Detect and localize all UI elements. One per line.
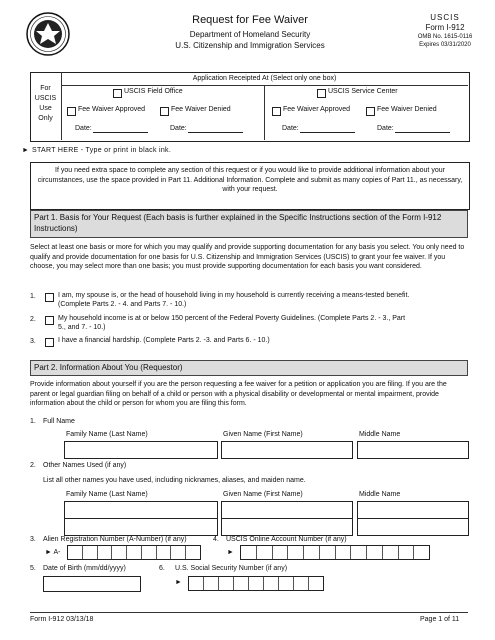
family-name-label: Family Name (Last Name): [66, 431, 148, 438]
basis1-note: (Complete Parts 2. - 4. and Parts 7. - 10.): [58, 301, 187, 308]
sc-approved-date-label: Date:: [282, 125, 299, 132]
q5-label: Date of Birth (mm/dd/yyyy): [43, 565, 126, 572]
sc-approved-date-field[interactable]: [300, 124, 355, 133]
q2-sublabel: List all other names you have used, including nicknames, aliases, and maiden name.: [43, 477, 306, 484]
given-name-input[interactable]: [221, 441, 353, 459]
q6-label: U.S. Social Security Number (if any): [175, 565, 288, 572]
field-office-checkbox[interactable]: [113, 89, 122, 98]
extra-space-notice: If you need extra space to complete any section of this request or if you would like to provide additional information about your circumstances, use the space provided in Part 11. Additional Information. Complete and submit as many copies of Part 11., as necessary, with your request.: [30, 162, 470, 210]
service-center-checkbox[interactable]: [317, 89, 326, 98]
online-account-input[interactable]: [240, 545, 430, 560]
q3-label: Alien Registration Number (A-Number) (if any): [43, 536, 187, 543]
ssn-input[interactable]: [188, 576, 324, 591]
office-use-side-label: For USCIS Use Only: [34, 85, 57, 122]
online-account-arrow: ►: [227, 549, 234, 556]
basis2-text: My household income is at or below 150 percent of the Federal Poverty Guidelines. (Complete Parts 2. - 3., Part: [58, 315, 406, 322]
start-here-instruction: START HERE - Type or print in black ink.: [32, 147, 172, 154]
q1-number: 1.: [30, 418, 36, 425]
fo-denied-date-field[interactable]: [188, 124, 243, 133]
other-given-name-label: Given Name (First Name): [223, 491, 303, 498]
basis2-checkbox[interactable]: [45, 316, 54, 325]
basis3-number: 3.: [30, 338, 36, 345]
a-number-prefix: ► A-: [45, 549, 61, 556]
middle-name-input[interactable]: [357, 441, 469, 459]
agency-name: U.S. Citizenship and Immigration Services: [175, 41, 325, 50]
basis1-text: I am, my spouse is, or the head of household living in my household is currently receiving a means-tested benefit.: [58, 292, 410, 299]
other-given-name-input-1[interactable]: [221, 501, 353, 519]
q4-number: 4.: [213, 536, 219, 543]
basis1-checkbox[interactable]: [45, 293, 54, 302]
dhs-seal: [26, 12, 70, 56]
expiration-date: Expires 03/31/2020: [419, 42, 471, 48]
agency-abbr: USCIS: [430, 13, 460, 22]
other-middle-name-input-1[interactable]: [357, 501, 469, 519]
other-family-name-label: Family Name (Last Name): [66, 491, 148, 498]
other-family-name-input-2[interactable]: [64, 518, 218, 536]
basis3-text: I have a financial hardship. (Complete Parts 2. -3. and Parts 6. - 10.): [58, 337, 270, 344]
fo-approved-date-label: Date:: [75, 125, 92, 132]
sc-denied-date-field[interactable]: [395, 124, 450, 133]
form-number: Form I-912: [425, 23, 465, 32]
fo-approved-label: Fee Waiver Approved: [78, 106, 146, 113]
fo-denied-checkbox[interactable]: [160, 107, 169, 116]
middle-name-label: Middle Name: [359, 431, 401, 438]
sc-approved-checkbox[interactable]: [272, 107, 281, 116]
given-name-label: Given Name (First Name): [223, 431, 303, 438]
q3-number: 3.: [30, 536, 36, 543]
sc-denied-checkbox[interactable]: [366, 107, 375, 116]
basis2-note: 5., and 7. - 10.): [58, 324, 106, 331]
fo-approved-checkbox[interactable]: [67, 107, 76, 116]
other-middle-name-input-2[interactable]: [357, 518, 469, 536]
date-of-birth-input[interactable]: [43, 576, 141, 592]
part1-intro: Select at least one basis or more for which you may qualify and provide supporting documentation for any basis you select. You only need to qualify and provide documentation for one basis for U.S. Citizenship and Immigration Services (USCIS) to grant your fee waiver. If you choose, you may select more than one basis; you must provide supporting documentation for each basis you want considered.: [30, 244, 465, 270]
receipt-label: Application Receipted At (Select only one box): [192, 75, 337, 82]
footer-page-number: Page 1 of 11: [420, 616, 460, 623]
footer-form-id: Form I-912 03/13/18: [30, 616, 94, 623]
a-number-input[interactable]: [67, 545, 201, 560]
other-middle-name-label: Middle Name: [359, 491, 401, 498]
part1-heading: Part 1. Basis for Your Request (Each basis is further explained in the Specific Instructions section of the Form I-912 Instructions): [30, 210, 468, 238]
q6-number: 6.: [159, 565, 165, 572]
sc-approved-label: Fee Waiver Approved: [283, 106, 351, 113]
fo-denied-date-label: Date:: [170, 125, 187, 132]
ssn-arrow: ►: [175, 579, 182, 586]
fo-denied-label: Fee Waiver Denied: [171, 106, 231, 113]
q2-label: Other Names Used (if any): [43, 462, 127, 469]
sc-denied-date-label: Date:: [377, 125, 394, 132]
q4-label: USCIS Online Account Number (if any): [226, 536, 347, 543]
basis1-number: 1.: [30, 293, 36, 300]
service-center-label: USCIS Service Center: [328, 88, 398, 95]
part2-heading: Part 2. Information About You (Requestor): [30, 360, 468, 376]
footer-divider: [30, 612, 468, 613]
q1-label: Full Name: [43, 418, 75, 425]
part2-intro: Provide information about yourself if you are the person requesting a fee waiver for a petition or application you are filing. If you are the parent or legal guardian filing on behalf of a child or person with a physical disability or developmental or mental impairment, provide information about the child or person for whom you are filing this form.: [30, 381, 447, 407]
field-office-label: USCIS Field Office: [124, 88, 183, 95]
omb-number: OMB No. 1615-0116: [417, 34, 473, 40]
start-here-arrow: ►: [22, 147, 29, 154]
department-name: Department of Homeland Security: [189, 30, 311, 39]
family-name-input[interactable]: [64, 441, 218, 459]
other-given-name-input-2[interactable]: [221, 518, 353, 536]
form-title: Request for Fee Waiver: [192, 14, 308, 26]
q5-number: 5.: [30, 565, 36, 572]
sc-denied-label: Fee Waiver Denied: [377, 106, 437, 113]
fo-approved-date-field[interactable]: [93, 124, 148, 133]
basis2-number: 2.: [30, 316, 36, 323]
basis3-checkbox[interactable]: [45, 338, 54, 347]
q2-number: 2.: [30, 462, 36, 469]
other-family-name-input-1[interactable]: [64, 501, 218, 519]
